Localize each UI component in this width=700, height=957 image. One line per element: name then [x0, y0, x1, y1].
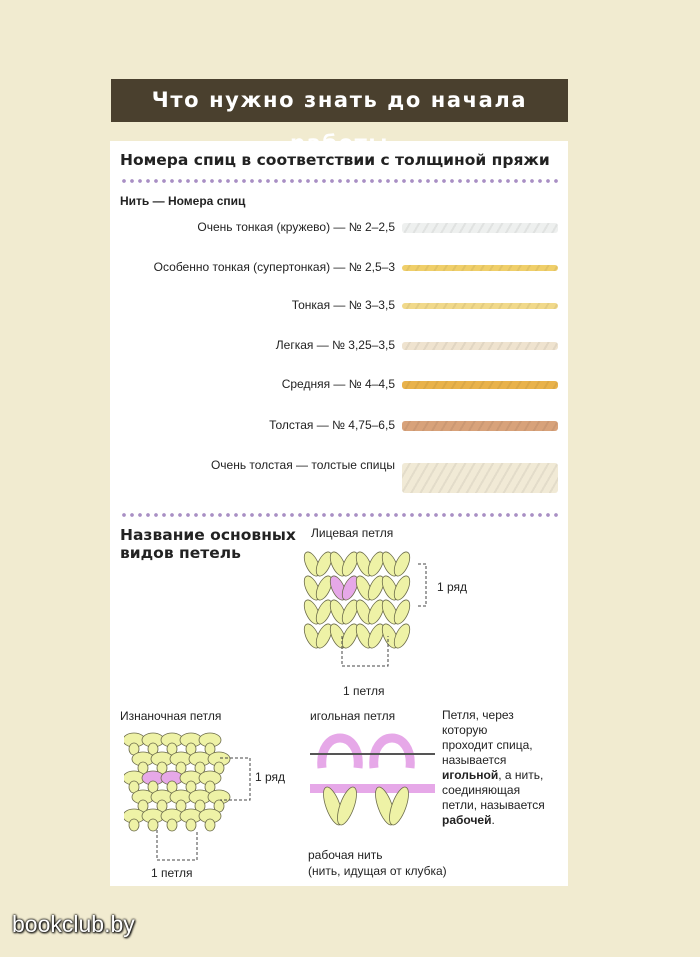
yarn-sample: [402, 421, 558, 431]
yarn-sample: [402, 303, 558, 309]
row-bracket: [418, 564, 426, 606]
needle-loop-description: Петля, через которую проходит спица, называется игольной, а нить, соединяющая петли, называется рабочей.: [442, 708, 545, 827]
yarn-label: Тонкая — № 3–3,5: [291, 298, 395, 312]
purl-stitch-label: Изнаночная петля: [120, 709, 222, 723]
yarn-label: Средняя — № 4–4,5: [281, 377, 395, 391]
knit-stitch-diagram: [300, 544, 500, 704]
yarn-sample: [402, 265, 558, 271]
working-thread-note: (нить, идущая от клубка): [308, 864, 447, 878]
loop-bracket: [157, 830, 197, 860]
yarn-sample: [402, 381, 558, 389]
knit-stitch-pattern: [301, 550, 413, 651]
stitch-shape: [148, 819, 158, 831]
purl-stitch-pattern: [124, 733, 230, 831]
stitch-shape: [167, 819, 177, 831]
loops-title-line1: Название основных: [120, 526, 296, 544]
needle-loop-label: игольная петля: [310, 709, 396, 723]
yarn-sample: [402, 463, 558, 493]
needle-loop-pattern: [310, 738, 435, 827]
dotted-divider: [120, 513, 560, 517]
yarn-label: Легкая — № 3,25–3,5: [275, 338, 395, 352]
purl-loop-label: 1 петля: [151, 866, 193, 880]
loops-section-title: [120, 526, 296, 562]
needles-section-title: Номера спиц в соответствии с толщиной пряжи: [120, 151, 550, 169]
needle-loop-diagram: [310, 728, 440, 848]
purl-row-label: 1 ряд: [255, 770, 286, 784]
dotted-divider: [120, 179, 560, 183]
yarn-label: Очень тонкая (кружево) — № 2–2,5: [197, 220, 395, 234]
purl-stitch-diagram: [124, 730, 264, 870]
knit-row-label: 1 ряд: [437, 580, 468, 594]
stitch-shape: [186, 819, 196, 831]
needles-subtitle: Нить — Номера спиц: [120, 194, 246, 208]
watermark-logo: bookclub.by: [12, 911, 135, 937]
knit-stitch-label: Лицевая петля: [311, 526, 394, 540]
working-thread-label: рабочая нить: [308, 848, 383, 862]
yarn-label: Особенно тонкая (супертонкая) — № 2,5–3: [153, 260, 395, 274]
yarn-sample: [402, 223, 558, 233]
header-title: Что нужно знать до начала: [111, 79, 568, 122]
stitch-shape: [129, 819, 139, 831]
yarn-sample: [402, 342, 558, 350]
loops-title-line2: видов петель: [120, 544, 241, 562]
stitch-shape: [205, 819, 215, 831]
knit-loop-label: 1 петля: [343, 684, 385, 698]
yarn-label: Толстая — № 4,75–6,5: [269, 418, 395, 432]
yarn-label: Очень толстая — толстые спицы: [210, 458, 395, 472]
